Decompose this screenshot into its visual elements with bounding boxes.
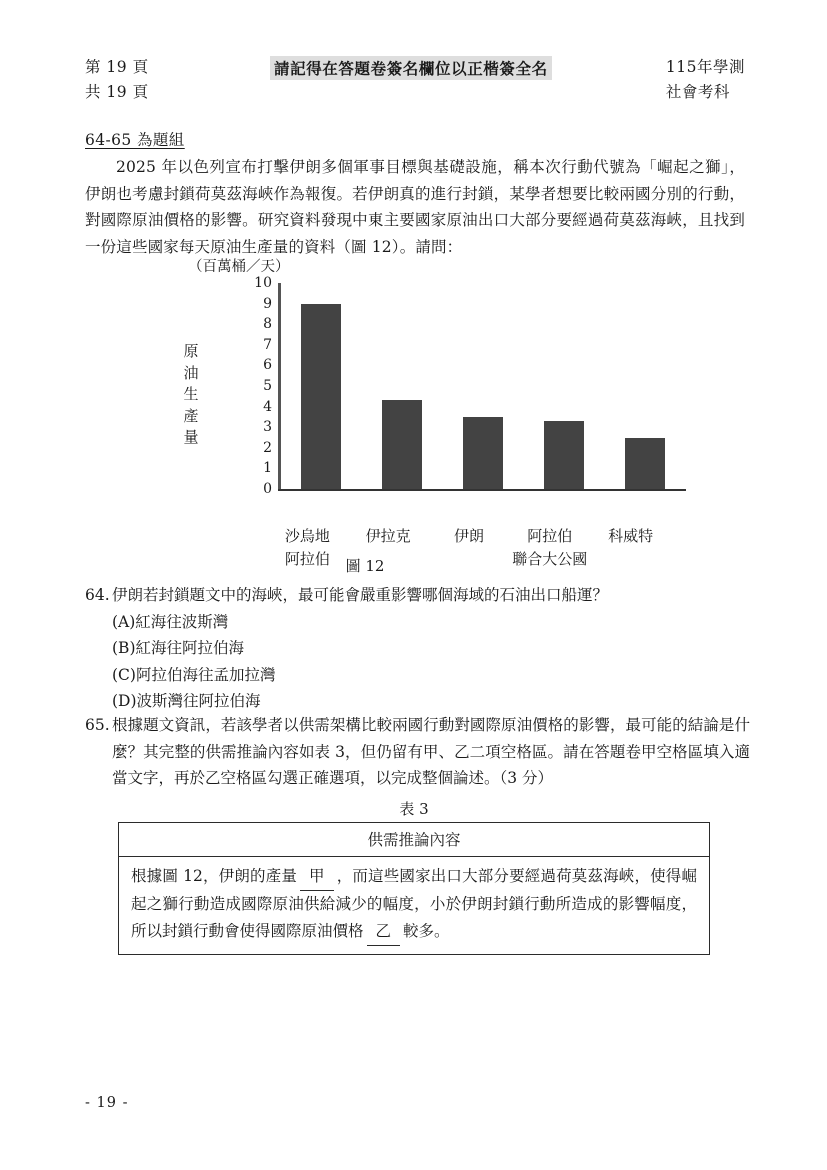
question-64-options — [85, 609, 750, 715]
x-axis-label-line: 阿拉伯 — [284, 550, 330, 568]
table-3-wrapper — [118, 798, 710, 955]
table-header-row — [119, 823, 710, 857]
option-c[interactable]: (C)阿拉伯海往孟加拉灣 — [112, 665, 276, 684]
question-65-stem: 根據題文資訊，若該學者以供需架構比較兩國行動對國際原油價格的影響，最可能的結論是什麼？其完整的供需推論內容如表 3，但仍留有甲、乙二項空格區。請在答題卷甲空格區填入適當文字，再於乙空格區勾選正確選項，以完成整個論述。（3 分） — [112, 716, 750, 787]
x-axis-label-line: 沙烏地 — [284, 527, 330, 545]
x-axis-label — [579, 525, 683, 548]
blank-yi[interactable]: 乙 — [367, 918, 401, 946]
exam-identification — [666, 55, 745, 105]
question-group-heading: 64-65 為題組 — [85, 131, 185, 149]
bar — [382, 400, 422, 489]
signature-notice: 請記得在答題卷簽名欄位以正楷簽全名 — [270, 56, 552, 80]
exam-year: 115年學測 — [665, 58, 745, 76]
question-64 — [85, 582, 750, 715]
y-tick-label: 6 — [263, 357, 272, 374]
figure-12 — [85, 255, 745, 575]
question-65 — [85, 712, 750, 792]
x-axis-line — [278, 489, 686, 491]
x-axis-label-line: 阿拉伯 — [527, 527, 573, 545]
option-a[interactable]: (A)紅海往波斯灣 — [112, 612, 229, 631]
y-axis-title-char: 原 — [183, 342, 199, 360]
page-current-line: 第 19 頁 — [85, 58, 149, 76]
figure-caption: 圖 12 — [345, 557, 385, 575]
y-tick-label: 4 — [263, 398, 272, 415]
x-axis-label-line: 伊拉克 — [365, 527, 411, 545]
bar-slot — [523, 283, 604, 489]
question-65-stem-line — [85, 712, 750, 792]
y-tick-label: 9 — [263, 295, 272, 312]
blank-jia[interactable]: 甲 — [300, 863, 334, 891]
page-footer: - 19 - — [85, 1095, 129, 1111]
reasoning-text-part-1: 根據圖 12，伊朗的產量 — [131, 867, 298, 885]
y-tick-label: 3 — [263, 419, 272, 436]
chart-unit-label: （百萬桶／天） — [188, 259, 290, 275]
bar-slot — [362, 283, 443, 489]
y-tick-label: 0 — [263, 481, 272, 497]
question-64-number: 64. — [85, 586, 110, 604]
bar — [463, 417, 503, 489]
bar — [544, 421, 584, 489]
bar-slot — [443, 283, 524, 489]
y-tick-label: 7 — [263, 336, 272, 353]
bar-slot — [281, 283, 362, 489]
page-count-block — [85, 55, 149, 105]
y-axis-title-char: 產 — [183, 406, 199, 425]
bar — [625, 438, 665, 490]
x-axis-label-line: 伊朗 — [453, 527, 484, 545]
y-tick-label: 5 — [263, 378, 272, 394]
y-axis-title-char: 油 — [183, 363, 199, 382]
page-header — [85, 55, 745, 111]
table-row — [119, 857, 710, 955]
option-b[interactable]: (B)紅海往阿拉伯海 — [112, 639, 244, 657]
y-axis-ticks — [250, 275, 272, 497]
option-d[interactable]: (D)波斯灣往阿拉伯海 — [112, 692, 261, 710]
exam-subject: 社會考科 — [665, 83, 730, 101]
table-3-caption: 表 3 — [399, 800, 429, 818]
x-axis-label-line: 科威特 — [608, 527, 654, 545]
bar-series — [281, 283, 685, 489]
chart-plot-area — [230, 275, 695, 497]
reasoning-text-part-3: 較多。 — [403, 922, 450, 940]
y-tick-label: 8 — [263, 316, 272, 333]
reasoning-text-part-2: ，而這些國家出口大部分要經過荷莫茲海峽，使得崛起之獅行動造成國際原油供給減少的幅度，小於伊朗封鎖行動所造成的影響幅度，所以封鎖行動會使得國際原油價格 — [131, 867, 697, 940]
y-axis-title-char: 量 — [183, 428, 199, 446]
y-tick-label: 1 — [263, 460, 272, 477]
page-total-line: 共 19 頁 — [85, 83, 149, 101]
passage-text: 2025 年以色列宣布打擊伊朗多個軍事目標與基礎設施，稱本次行動代號為「崛起之獅」，伊朗也考慮封鎖荷莫茲海峽作為報復。若伊朗真的進行封鎖，某學者想要比較兩國分別的行動，對國際原油價格的影響。研究資料發現中東主要國家原油出口大部分要經過荷莫茲海峽，且找到一份這些國家每天原油生產量的資料（圖 12）。請問： — [85, 158, 745, 256]
y-tick-label: 2 — [263, 439, 272, 456]
y-axis-title — [180, 341, 202, 449]
bar — [301, 304, 341, 489]
question-65-number: 65. — [85, 716, 110, 734]
question-64-stem-line — [85, 582, 750, 609]
supply-reasoning-cell — [119, 857, 710, 955]
question-64-stem: 伊朗若封鎖題文中的海峽，最可能會嚴重影響哪個海域的石油出口船運？ — [112, 586, 609, 604]
y-tick-label: 10 — [254, 275, 272, 291]
table-3 — [118, 822, 710, 955]
x-axis-label-line: 聯合大公國 — [512, 550, 588, 568]
table-column-header: 供需推論內容 — [119, 823, 710, 857]
y-axis-title-char: 生 — [183, 385, 199, 403]
bar-slot — [604, 283, 685, 489]
